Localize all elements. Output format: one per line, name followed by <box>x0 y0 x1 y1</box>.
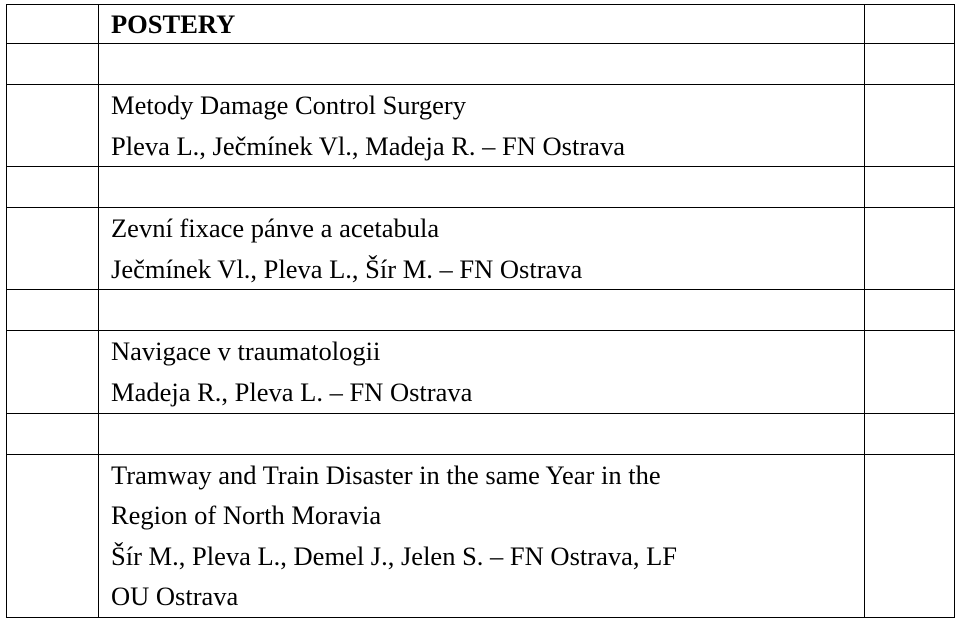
left-cell <box>7 290 99 331</box>
poster-authors: Madeja R., Pleva L. – FN Ostrava <box>111 376 473 407</box>
spacer-row <box>7 44 955 85</box>
right-cell <box>865 331 955 413</box>
poster-title: Navigace v traumatologii <box>111 336 381 367</box>
poster-entry <box>99 208 865 290</box>
left-cell <box>7 208 99 290</box>
right-cell <box>865 413 955 454</box>
left-cell <box>7 167 99 208</box>
poster-authors: Šír M., Pleva L., Demel J., Jelen S. – FN Ostrava, LF <box>111 540 678 571</box>
right-cell <box>865 290 955 331</box>
poster-row <box>7 454 955 617</box>
right-cell <box>865 208 955 290</box>
right-cell <box>865 167 955 208</box>
left-cell <box>7 85 99 167</box>
left-cell <box>7 331 99 413</box>
poster-authors: Ječmínek Vl., Pleva L., Šír M. – FN Ostrava <box>111 253 583 284</box>
right-cell <box>865 5 955 44</box>
poster-title: Tramway and Train Disaster in the same Year in the <box>111 459 661 490</box>
poster-row <box>7 331 955 413</box>
spacer-cell <box>99 290 865 331</box>
poster-title: Metody Damage Control Surgery <box>111 90 466 120</box>
poster-authors: Pleva L., Ječmínek Vl., Madeja R. – FN Ostrava <box>111 130 625 161</box>
section-title-row <box>7 5 955 44</box>
poster-authors: OU Ostrava <box>111 581 239 612</box>
spacer-row <box>7 413 955 454</box>
poster-row <box>7 208 955 290</box>
left-cell <box>7 454 99 617</box>
spacer-cell <box>99 413 865 454</box>
poster-row <box>7 85 955 167</box>
spacer-cell <box>99 167 865 208</box>
poster-title: Zevní fixace pánve a acetabula <box>111 213 440 244</box>
section-title-cell <box>99 5 865 44</box>
spacer-cell <box>99 44 865 85</box>
posters-table <box>6 4 955 618</box>
right-cell <box>865 44 955 85</box>
poster-entry <box>99 454 865 617</box>
right-cell <box>865 85 955 167</box>
left-cell <box>7 5 99 44</box>
left-cell <box>7 44 99 85</box>
right-cell <box>865 454 955 617</box>
poster-title: Region of North Moravia <box>111 500 382 531</box>
spacer-row <box>7 167 955 208</box>
poster-entry <box>99 331 865 413</box>
poster-entry <box>99 85 865 167</box>
spacer-row <box>7 290 955 331</box>
left-cell <box>7 413 99 454</box>
section-title: POSTERY <box>111 9 236 39</box>
